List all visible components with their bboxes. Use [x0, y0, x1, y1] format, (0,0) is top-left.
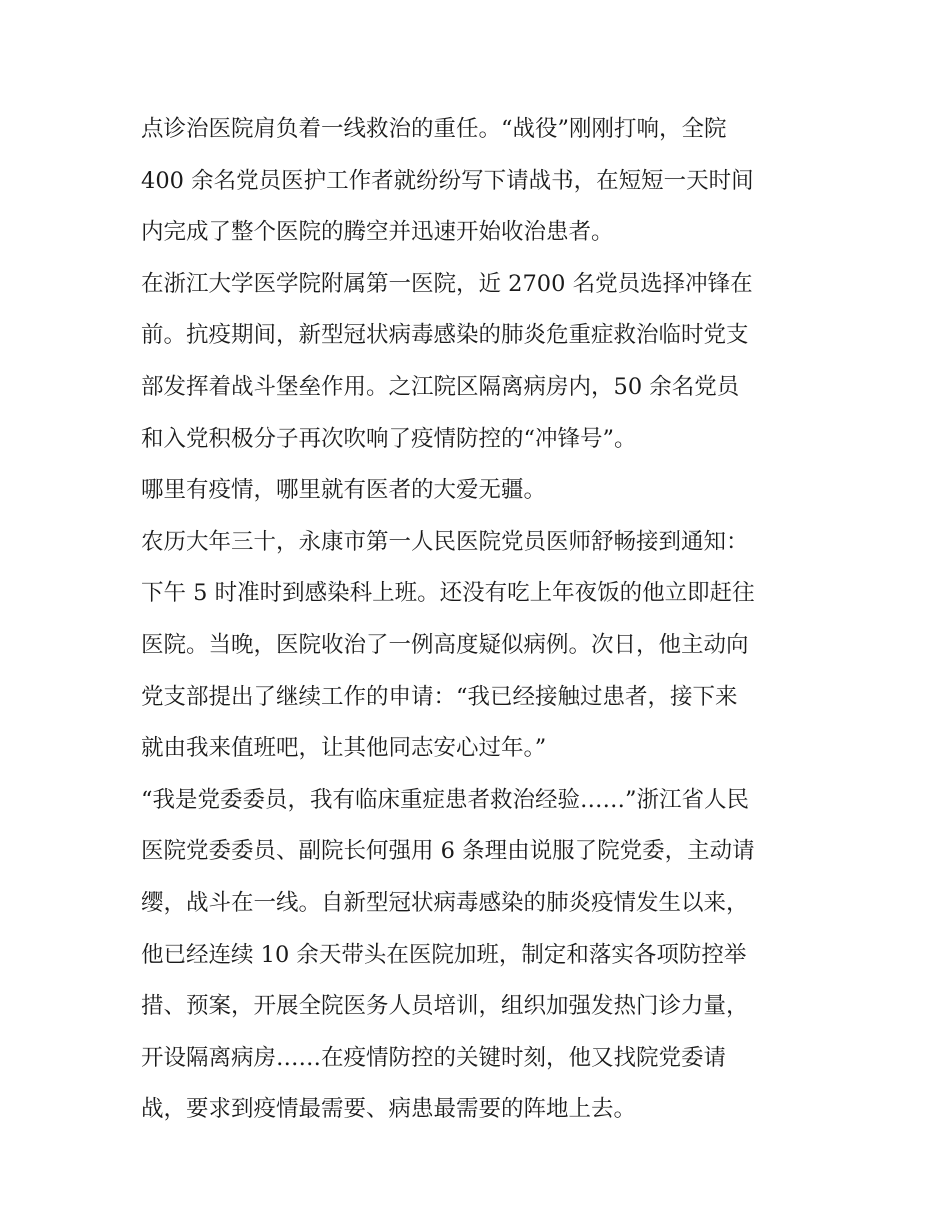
text-line: 医院。当晚，医院收治了一例高度疑似病例。次日，他主动向	[141, 631, 749, 658]
text-line: 医院党委委员、副院长何强用 6 条理由说服了院党委，主动请	[141, 838, 755, 865]
text-line: 在浙江大学医学院附属第一医院，近 2700 名党员选择冲锋在	[141, 270, 753, 297]
text-line: 400 余名党员医护工作者就纷纷写下请战书，在短短一天时间	[141, 167, 754, 194]
text-line: “我是党委委员，我有临床重症患者救治经验……”浙江省人民	[141, 786, 750, 813]
text-line: 开设隔离病房……在疫情防控的关键时刻，他又找院党委请	[141, 1044, 727, 1071]
text-line: 他已经连续 10 余天带头在医院加班，制定和落实各项防控举	[141, 941, 747, 968]
text-line: 下午 5 时准时到感染科上班。还没有吃上年夜饭的他立即赶往	[141, 580, 755, 607]
text-line: 缨，战斗在一线。自新型冠状病毒感染的肺炎疫情发生以来，	[141, 889, 749, 916]
text-line: 部发挥着战斗堡垒作用。之江院区隔离病房内，50 余名党员	[141, 373, 740, 400]
text-line: 前。抗疫期间，新型冠状病毒感染的肺炎危重症救治临时党支	[141, 322, 749, 349]
text-line: 点诊治医院肩负着一线救治的重任。“战役”刚刚打响，全院	[141, 116, 727, 142]
text-line: 哪里有疫情，哪里就有医者的大爱无疆。	[141, 477, 547, 504]
text-line: 措、预案，开展全院医务人员培训，组织加强发热门诊力量，	[141, 993, 749, 1020]
text-line: 战，要求到疫情最需要、病患最需要的阵地上去。	[141, 1096, 637, 1123]
text-line: 就由我来值班吧，让其他同志安心过年。”	[141, 735, 547, 762]
body-text	[141, 104, 831, 1136]
text-line: 和入党积极分子再次吹响了疫情防控的“冲锋号”。	[141, 425, 637, 452]
text-line: 农历大年三十，永康市第一人民医院党员医师舒畅接到通知：	[141, 528, 749, 555]
text-line: 党支部提出了继续工作的申请：“我已经接触过患者，接下来	[141, 683, 738, 710]
text-line: 内完成了整个医院的腾空并迅速开始收治患者。	[141, 219, 614, 246]
